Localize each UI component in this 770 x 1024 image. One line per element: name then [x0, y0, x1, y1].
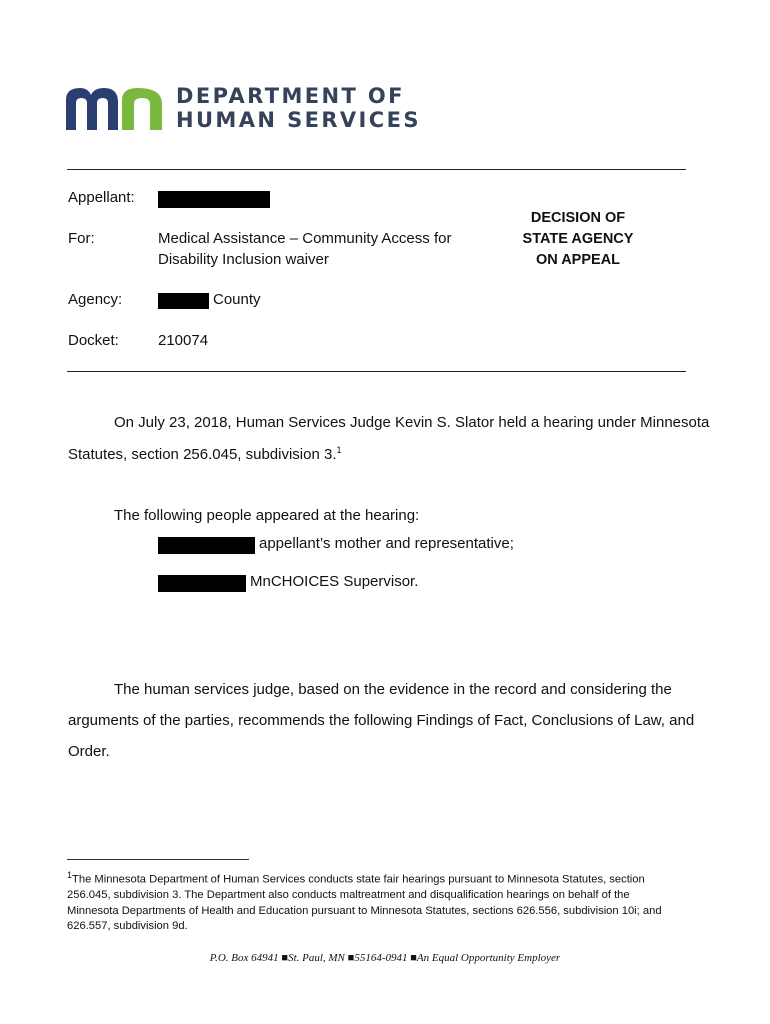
para3-line-3: Order.	[68, 743, 110, 760]
footnote-ref: 1	[336, 445, 342, 455]
agency-redaction	[158, 293, 209, 309]
para2: The following people appeared at the hearing:	[114, 507, 420, 524]
decision-line-2: STATE AGENCY	[522, 231, 634, 247]
top-divider	[67, 169, 686, 170]
docket-number: 210074	[158, 332, 209, 349]
para1-line-2-text: Statutes, section 256.045, subdivision 3.	[68, 446, 337, 463]
logo-line-2: HUMAN SERVICES	[176, 108, 421, 132]
agency-county: County	[213, 291, 261, 308]
footer-city: St. Paul, MN	[288, 952, 345, 964]
decision-heading	[508, 208, 648, 271]
footnote-line-1	[67, 868, 707, 888]
for-label: For:	[68, 230, 95, 247]
footer-zip: 55164-0941	[354, 952, 408, 964]
square-bullet-icon: ■	[281, 952, 289, 964]
footnote-line-4: 626.557, subdivision 9d.	[67, 920, 188, 933]
footnote-number: 1	[67, 870, 73, 880]
docket-label: Docket:	[68, 332, 119, 349]
agency-label: Agency:	[68, 291, 123, 308]
department-logo-text	[176, 84, 421, 132]
attendee2-role: MnCHOICES Supervisor.	[250, 573, 419, 590]
mn-logo-icon	[66, 86, 162, 130]
square-bullet-icon: ■	[410, 952, 417, 964]
para1-line-1: On July 23, 2018, Human Services Judge Kevin S. Slator held a hearing under Minnesota	[114, 414, 710, 431]
footnote-line-1-text: The Minnesota Department of Human Services conducts state fair hearings pursuant to Minnesota Statutes, section	[72, 873, 645, 886]
bottom-divider	[67, 371, 686, 372]
appellant-label: Appellant:	[68, 189, 135, 206]
decision-line-3: ON APPEAL	[535, 252, 621, 268]
footnote-divider	[67, 859, 249, 860]
footer-eoe: An Equal Opportunity Employer	[416, 952, 561, 964]
attendee1-role: appellant’s mother and representative;	[259, 535, 514, 552]
para3-line-2: arguments of the parties, recommends the following Findings of Fact, Conclusions of Law, and	[68, 712, 695, 729]
para3-line-1: The human services judge, based on the evidence in the record and considering the	[114, 681, 672, 698]
attendee2-redaction	[158, 575, 246, 592]
footnote	[67, 868, 707, 935]
footnote-line-3: Minnesota Departments of Health and Education pursuant to Minnesota Statutes, sections 626.556, subdivision 10i; and	[67, 904, 662, 917]
logo-line-1: DEPARTMENT OF	[176, 84, 405, 108]
for-line-1: Medical Assistance – Community Access for	[158, 230, 452, 247]
for-line-2: Disability Inclusion waiver	[158, 251, 329, 268]
square-bullet-icon: ■	[347, 952, 355, 964]
decision-line-1: DECISION OF	[530, 210, 626, 226]
footnote-line-2: 256.045, subdivision 3. The Department also conducts maltreatment and disqualification hearings on behalf of the	[67, 889, 630, 902]
attendee1-redaction	[158, 537, 255, 554]
appellant-redaction	[158, 191, 270, 208]
page-footer	[0, 952, 770, 964]
footer-po-box: P.O. Box 64941	[209, 952, 279, 964]
para1-line-2	[68, 445, 342, 463]
